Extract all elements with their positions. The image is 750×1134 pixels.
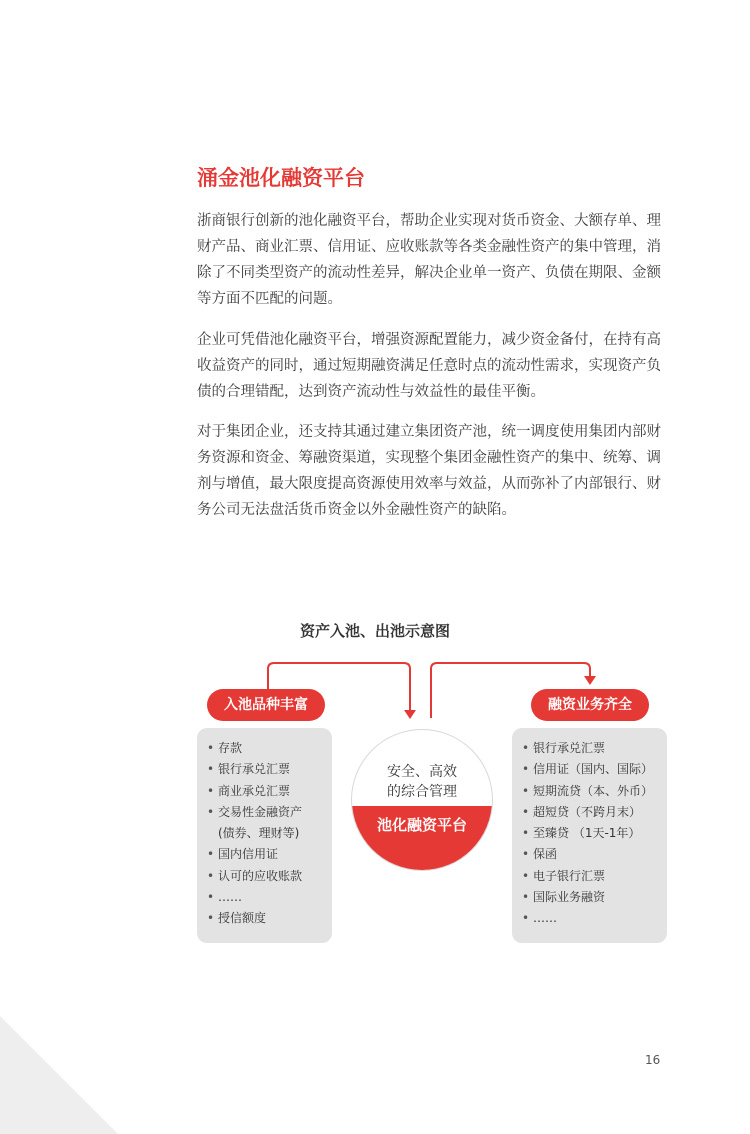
- inflow-list-box: [197, 728, 332, 943]
- circle-caption-line-2: 的综合管理: [387, 784, 457, 800]
- page-number: 16: [645, 1053, 661, 1067]
- list-item: • 国际业务融资: [522, 890, 606, 905]
- section-title: 涌金池化融资平台: [197, 166, 365, 190]
- pool-platform-circle: [351, 729, 493, 871]
- arrow-in-head: [404, 710, 416, 719]
- arrow-out-head: [584, 676, 596, 685]
- financing-label: 融资业务齐全: [531, 689, 649, 721]
- list-item: • 认可的应收账款: [207, 868, 303, 883]
- circle-caption-line-1: 安全、高效: [387, 764, 457, 780]
- financing-list-box: [512, 728, 667, 943]
- paragraph-1: 浙商银行创新的池化融资平台，帮助企业实现对货币资金、大额存单、理财产品、商业汇票、信用证、应收账款等各类金融性资产的集中管理，消除了不同类型资产的流动性差异，解决企业单一资产、负债在期限、金额等方面不匹配的问题。: [197, 213, 661, 307]
- list-item: • 超短贷（不跨月末）: [522, 804, 642, 819]
- list-item: • ……: [522, 911, 557, 926]
- list-item: (债券、理财等): [218, 826, 300, 841]
- inflow-list: [197, 728, 332, 930]
- financing-list: [512, 728, 667, 930]
- list-item: • 信用证（国内、国际）: [522, 762, 654, 777]
- list-item: • 授信额度: [207, 911, 267, 926]
- paragraph-3: 对于集团企业，还支持其通过建立集团资产池，统一调度使用集团内部财务资源和资金、筹融资渠道，实现整个集团金融性资产的集中、统筹、调剂与增值，最大限度提高资源使用效率与效益，从而弥补了内部银行、财务公司无法盘活货币资金以外金融性资产的缺陷。: [197, 424, 661, 518]
- list-item: • 商业承兑汇票: [207, 783, 291, 798]
- list-item: • 至臻贷 （1天-1年）: [522, 826, 641, 841]
- list-item: • 交易性金融资产: [207, 804, 303, 819]
- list-item: • 存款: [207, 741, 243, 755]
- circle-caption: [352, 730, 492, 806]
- list-item: • 银行承兑汇票: [207, 762, 291, 777]
- list-item: • 短期流贷（本、外币）: [522, 783, 654, 798]
- list-item: • 银行承兑汇票: [522, 741, 606, 755]
- list-item: • 保函: [522, 847, 558, 862]
- paragraph-2: 企业可凭借池化融资平台，增强资源配置能力，减少资金备付，在持有高收益资产的同时，通过短期融资满足任意时点的流动性需求，实现资产负债的合理错配，达到资产流动性与效益性的最佳平衡。: [197, 332, 661, 400]
- inflow-label: 入池品种丰富: [207, 689, 325, 721]
- list-item: • 国内信用证: [207, 847, 279, 862]
- circle-platform-label: 池化融资平台: [352, 806, 492, 871]
- list-item: • 电子银行汇票: [522, 868, 606, 883]
- diagram-title: 资产入池、出池示意图: [299, 622, 450, 640]
- list-item: • ……: [207, 890, 242, 905]
